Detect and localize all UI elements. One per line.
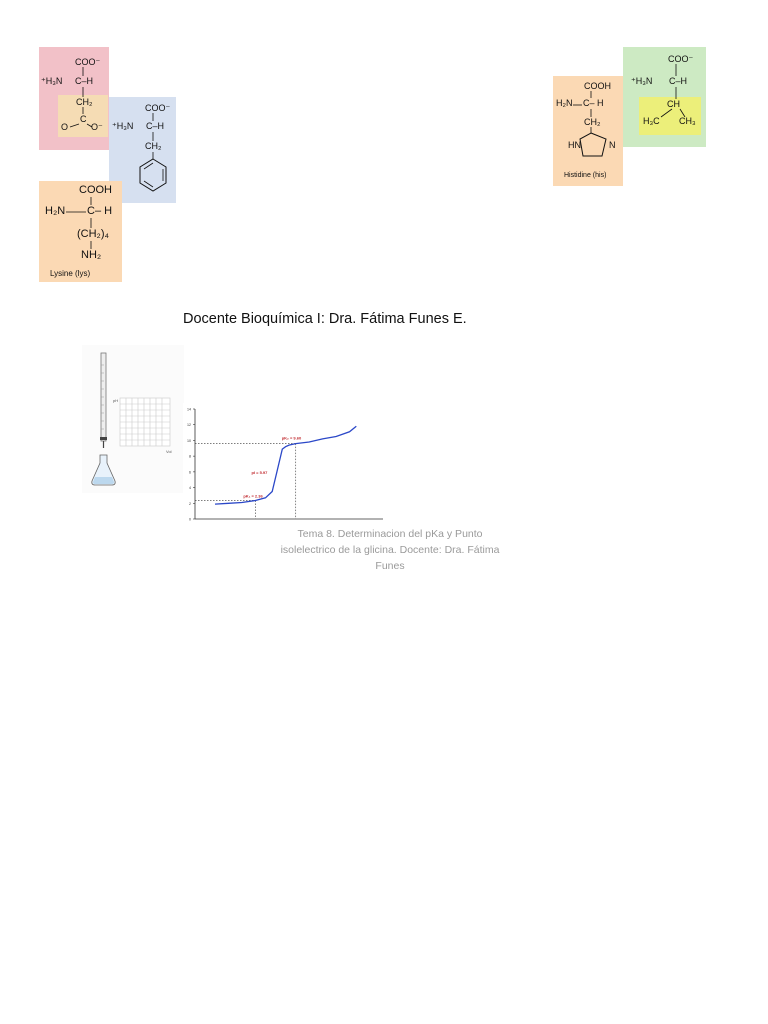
lysine-nh2: NH₂ (81, 249, 102, 261)
titration-chart (183, 403, 388, 523)
lysine-ch2: (CH₂)₄ (77, 228, 109, 240)
phenylalanine-coo: COO⁻ (145, 103, 171, 113)
histidine-n: N (609, 140, 616, 150)
y-tick-label: 10 (187, 438, 191, 443)
histidine-bonds (553, 76, 623, 186)
histidine-ch: C– H (583, 98, 604, 108)
histidine-hn: HN (568, 140, 581, 150)
aspartate-o: O (61, 122, 69, 132)
annotation-label: pK₁ = 2.36 (243, 493, 263, 499)
aspartate-structure (39, 47, 109, 150)
y-tick-label: 4 (189, 486, 191, 491)
aspartate-nh3: ⁺H₃N (41, 76, 63, 86)
histidine-name: Histidine (his) (564, 172, 607, 179)
histidine-cooh: COOH (584, 81, 611, 91)
histidine-ch2: CH₂ (584, 117, 601, 127)
aspartate-om: O⁻ (91, 122, 103, 132)
valine-nh3: ⁺H₃N (631, 76, 653, 86)
page-heading: Docente Bioquímica I: Dra. Fátima Funes E. (183, 311, 467, 327)
imidazole-ring-icon (580, 133, 606, 156)
y-tick-label: 14 (187, 407, 191, 412)
valine-bonds (623, 47, 706, 147)
valine-chside: CH (667, 99, 680, 109)
valine-h3c: H₃C (643, 116, 660, 126)
aspartate-ch: C–H (75, 76, 94, 86)
figure-caption: Tema 8. Determinacion del pKa y Punto isolelectrico de la glicina. Docente: Dra. Fátima Funes (280, 528, 500, 572)
y-tick-label: 2 (189, 501, 191, 506)
aspartate-bonds (39, 47, 109, 150)
lysine-name: Lysine (lys) (50, 269, 91, 278)
annotation-label: pI = 5.97 (251, 470, 268, 476)
valine-coo: COO⁻ (668, 54, 694, 64)
lysine-h2n: H₂N (45, 205, 66, 217)
titration-apparatus (82, 345, 184, 493)
y-tick-label: 12 (187, 423, 191, 428)
lysine-structure (39, 181, 122, 282)
histidine-h2n: H₂N (556, 98, 573, 108)
titration-chart-svg (183, 403, 388, 523)
sketch-ylabel: pH (113, 398, 119, 403)
y-tick-label: 6 (189, 470, 191, 475)
sketch-grid (120, 398, 170, 446)
valine-structure (623, 47, 706, 147)
phenylalanine-nh3: ⁺H₃N (112, 121, 134, 131)
aspartate-ch2: CH₂ (76, 97, 93, 107)
titration-sketch (82, 345, 184, 493)
lysine-bonds (39, 181, 122, 282)
phenylalanine-ch2: CH₂ (145, 141, 162, 151)
benzene-ring-icon (140, 159, 166, 191)
aspartate-coo: COO⁻ (75, 57, 101, 67)
lysine-cooh: COOH (79, 184, 112, 196)
aspartate-c: C (80, 114, 87, 124)
lysine-ch: C– H (87, 205, 113, 217)
histidine-structure (553, 76, 623, 186)
y-tick-label: 8 (189, 454, 191, 459)
annotation-label: pK₂ = 9.60 (281, 435, 302, 441)
sketch-xlabel: Vol (166, 449, 172, 454)
y-tick-label: 0 (189, 517, 191, 522)
phenylalanine-ch: C–H (146, 121, 165, 131)
valine-ch: C–H (669, 76, 688, 86)
valine-ch3: CH₃ (679, 116, 696, 126)
